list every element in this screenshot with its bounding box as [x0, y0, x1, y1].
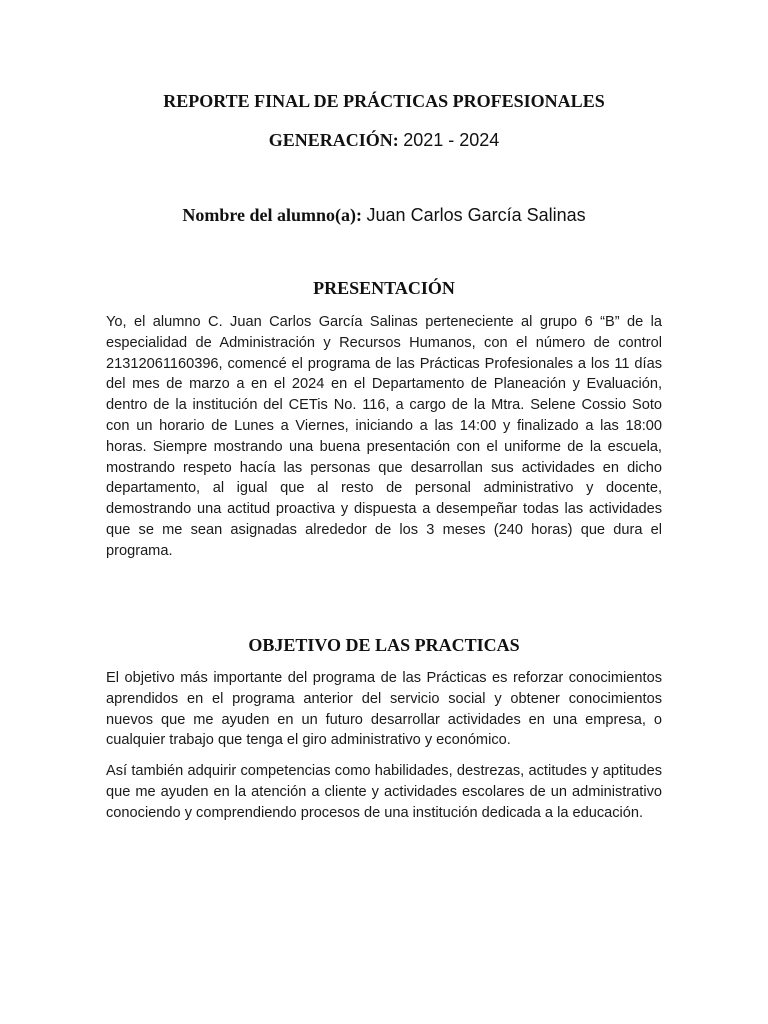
objective-heading	[0, 634, 768, 656]
objective-heading-text: OBJETIVO DE LAS PRACTICAS	[248, 635, 520, 655]
student-name-line	[0, 203, 768, 227]
objective-paragraph-1: El objetivo más importante del programa de las Prácticas es reforzar conocimientos aprendidos en el programa anterior del servicio social y obtener conocimientos nuevos que me ayuden en un futuro desarrollar actividades en una empresa, o cualquier trabajo que tenga el giro administrativo y económico.	[106, 670, 662, 749]
student-name-value: Juan Carlos García Salinas	[366, 205, 586, 225]
student-name-label: Nombre del alumno(a):	[182, 205, 363, 225]
report-title-text: REPORTE FINAL DE PRÁCTICAS PROFESIONALES	[163, 91, 605, 111]
generation-label: GENERACIÓN:	[268, 130, 399, 150]
presentation-paragraph: Yo, el alumno C. Juan Carlos García Salinas perteneciente al grupo 6 “B” de la especialidad de Administración y Recursos Humanos, con el número de control 21312061160396, comencé el programa de las Prácticas Profesionales a los 11 días del mes de marzo a en el 2024 en el Departamento de Planeación y Evaluación, dentro de la institución del CETis No. 116, a cargo de la Mtra. Selene Cossio Soto con un horario de Lunes a Viernes, iniciando a las 14:00 y finalizado a las 18:00 horas. Siempre mostrando una buena presentación con el uniforme de la escuela, mostrando respeto hacía las personas que desarrollan sus actividades en dicho departamento, al igual que al resto de personal administrativo y docente, demostrando una actitud proactiva y dispuesta a desempeñar todas las actividades que se me sean asignadas alrededor de los 3 meses (240 horas) que dura el programa.	[106, 314, 662, 559]
report-title	[0, 90, 768, 112]
objective-paragraph-2: Así también adquirir competencias como habilidades, destrezas, actitudes y aptitudes que me ayuden en la atención a cliente y actividades escolares de un administrativo conociendo y comprendiendo procesos de una institución dedicada a la educación.	[106, 763, 662, 821]
presentation-heading	[0, 277, 768, 299]
presentation-heading-text: PRESENTACIÓN	[313, 278, 455, 298]
generation-value: 2021 - 2024	[403, 130, 500, 150]
generation-line	[0, 129, 768, 151]
